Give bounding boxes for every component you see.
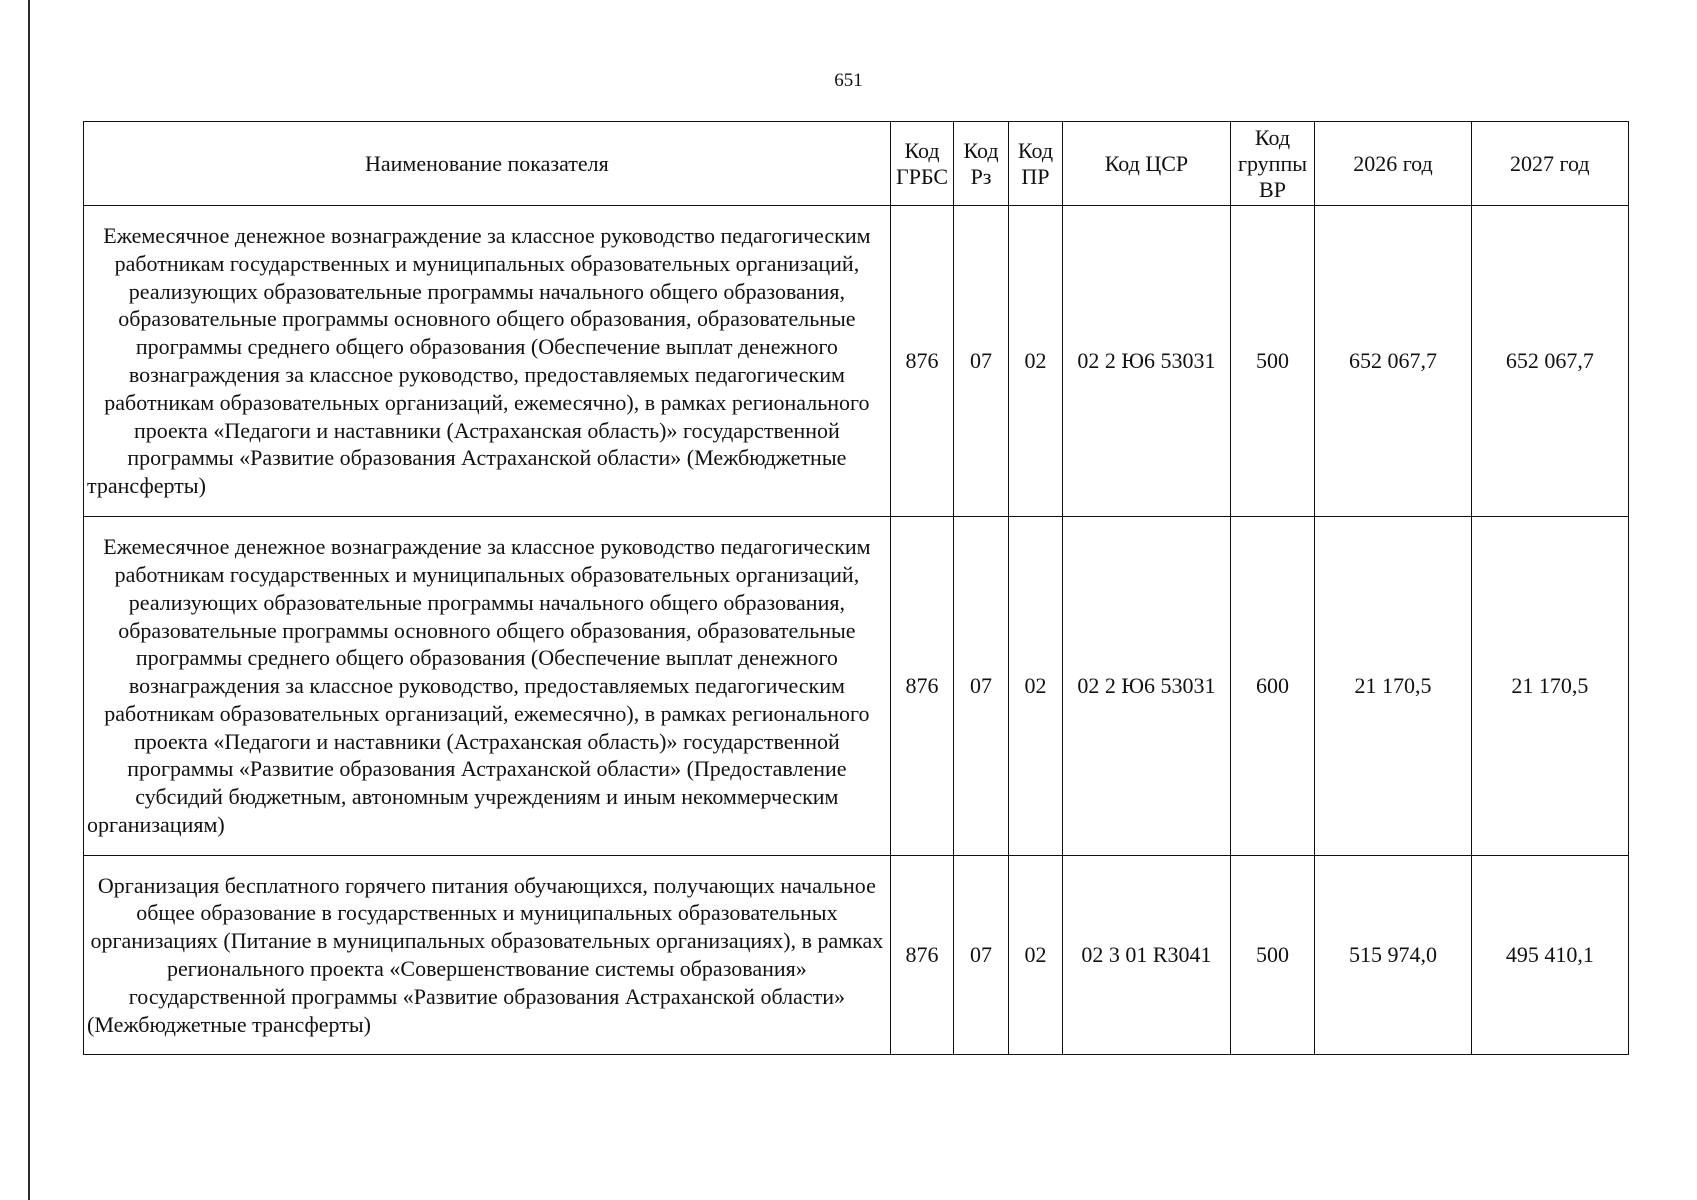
csr-cell: 02 3 01 R3041 [1063, 856, 1230, 1055]
header-2026: 2026 год [1315, 122, 1471, 206]
pr-cell: 02 [1008, 206, 1062, 517]
amount-2026-cell: 515 974,0 [1315, 856, 1471, 1055]
amount-2027-cell: 652 067,7 [1471, 206, 1628, 517]
grbs-cell: 876 [890, 856, 954, 1055]
header-2027: 2027 год [1471, 122, 1628, 206]
csr-cell: 02 2 Ю6 53031 [1063, 517, 1230, 856]
grbs-cell: 876 [890, 517, 954, 856]
header-rz: Код Рз [954, 122, 1008, 206]
csr-cell: 02 2 Ю6 53031 [1063, 206, 1230, 517]
rz-cell: 07 [954, 856, 1008, 1055]
amount-2026-cell: 21 170,5 [1315, 517, 1471, 856]
header-grbs: Код ГРБС [890, 122, 954, 206]
amount-2027-cell: 21 170,5 [1471, 517, 1628, 856]
table-header-row [84, 122, 1629, 206]
header-pr: Код ПР [1008, 122, 1062, 206]
vr-cell: 600 [1230, 517, 1315, 856]
rz-cell: 07 [954, 517, 1008, 856]
grbs-cell: 876 [890, 206, 954, 517]
header-name: Наименование показателя [84, 122, 891, 206]
row-name-cell: Ежемесячное денежное вознаграждение за классное руководство педагогическим работникам государственных и муниципальных образовательных организаций, реализующих образовательные программы начального общего образования, образовательные программы основного общего образования, образовательные программы среднего общего образования (Обеспечение выплат денежного вознаграждения за классное руководство, предоставляемых педагогическим работникам образовательных организаций, ежемесячно), в рамках регионального проекта «Педагоги и наставники (Астраханская область)» государственной программы «Развитие образования Астраханской области» (Предоставление субсидий бюджетным, автономным учреждениям и иным некоммерческим организациям) [84, 517, 891, 856]
amount-2027-cell: 495 410,1 [1471, 856, 1628, 1055]
binding-edge-line [28, 0, 30, 1200]
table-row [84, 206, 1629, 517]
table-row [84, 856, 1629, 1055]
page-number: 651 [834, 70, 863, 91]
vr-cell: 500 [1230, 206, 1315, 517]
table-row [84, 517, 1629, 856]
budget-allocation-table [83, 121, 1629, 1055]
header-vr: Код группы ВР [1230, 122, 1315, 206]
vr-cell: 500 [1230, 856, 1315, 1055]
amount-2026-cell: 652 067,7 [1315, 206, 1471, 517]
row-name-cell: Ежемесячное денежное вознаграждение за классное руководство педагогическим работникам государственных и муниципальных образовательных организаций, реализующих образовательные программы начального общего образования, образовательные программы основного общего образования, образовательные программы среднего общего образования (Обеспечение выплат денежного вознаграждения за классное руководство, предоставляемых педагогическим работникам образовательных организаций, ежемесячно), в рамках регионального проекта «Педагоги и наставники (Астраханская область)» государственной программы «Развитие образования Астраханской области» (Межбюджетные трансферты) [84, 206, 891, 517]
row-name-cell: Организация бесплатного горячего питания обучающихся, получающих начальное общее образование в государственных и муниципальных образовательных организациях (Питание в муниципальных образовательных организациях), в рамках регионального проекта «Совершенствование системы образования» государственной программы «Развитие образования Астраханской области» (Межбюджетные трансферты) [84, 856, 891, 1055]
pr-cell: 02 [1008, 517, 1062, 856]
rz-cell: 07 [954, 206, 1008, 517]
header-csr: Код ЦСР [1063, 122, 1230, 206]
pr-cell: 02 [1008, 856, 1062, 1055]
